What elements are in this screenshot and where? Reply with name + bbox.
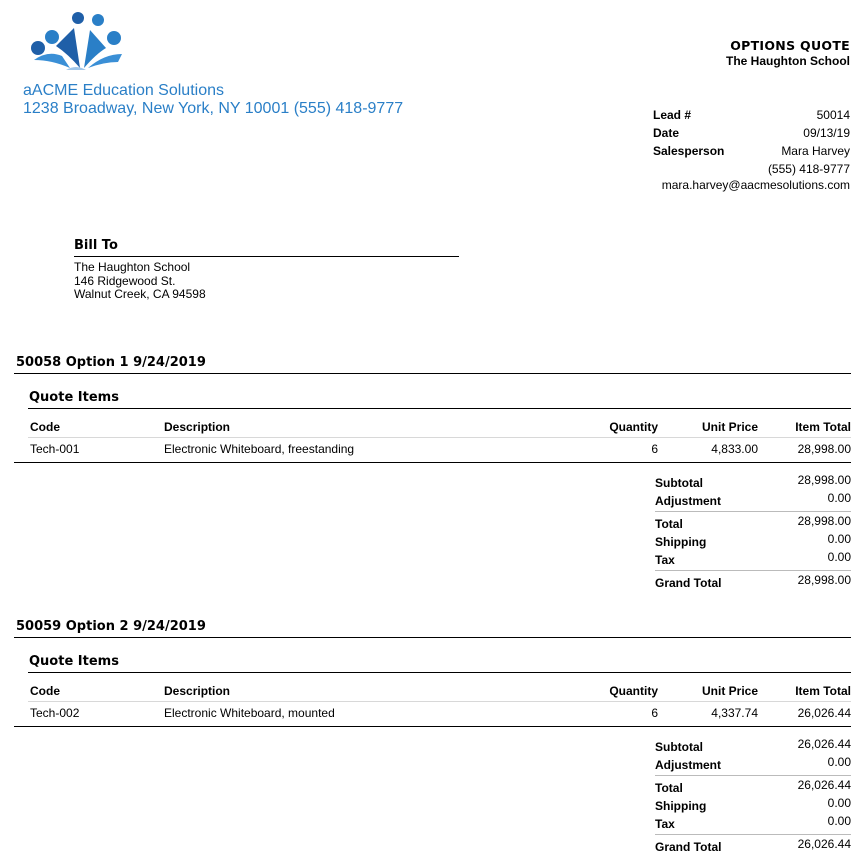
lead-label: Lead # — [653, 108, 692, 122]
shipping-value: 0.00 — [827, 796, 851, 810]
item-description: Electronic Whiteboard, freestanding — [164, 442, 355, 456]
total-value: 28,998.00 — [797, 514, 851, 528]
subtotal-value: 26,026.44 — [797, 737, 851, 751]
table-row — [28, 706, 851, 726]
item-code: Tech-002 — [30, 706, 80, 720]
tax-value: 0.00 — [827, 814, 851, 828]
option-section — [14, 355, 851, 591]
bill-to-line: The Haughton School — [74, 260, 191, 274]
bill-to — [74, 238, 459, 302]
total-row — [655, 511, 851, 532]
col-code: Code — [30, 420, 60, 434]
option-heading: 50058 Option 1 9/24/2019 — [14, 355, 851, 374]
item-quantity: 6 — [651, 706, 658, 720]
tax-row — [655, 814, 851, 832]
total-value: 26,026.44 — [797, 778, 851, 792]
grand-total-value: 26,026.44 — [797, 837, 851, 851]
adjustment-value: 0.00 — [827, 491, 851, 505]
totals-block — [655, 473, 851, 591]
grand-total-label: Grand Total — [655, 840, 722, 854]
company-block — [23, 82, 403, 118]
quote-items-heading: Quote Items — [28, 390, 851, 409]
col-item-total: Item Total — [795, 420, 851, 434]
adjustment-row — [655, 755, 851, 773]
adjustment-label: Adjustment — [655, 758, 721, 772]
company-address: 1238 Broadway, New York, NY 10001 (555) 418-9777 — [23, 100, 404, 117]
salesperson-label: Salesperson — [653, 144, 725, 158]
quote-meta — [653, 108, 850, 194]
grand-total-value: 28,998.00 — [797, 573, 851, 587]
tax-label: Tax — [655, 553, 675, 567]
total-label: Total — [655, 781, 683, 795]
col-quantity: Quantity — [609, 420, 658, 434]
option-section — [14, 619, 851, 855]
table-divider — [14, 726, 851, 727]
shipping-label: Shipping — [655, 799, 707, 813]
grand-total-row — [655, 570, 851, 591]
shipping-row — [655, 796, 851, 814]
quote-items-heading: Quote Items — [28, 654, 851, 673]
table-header — [28, 420, 851, 438]
table-header — [28, 684, 851, 702]
total-label: Total — [655, 517, 683, 531]
tax-label: Tax — [655, 817, 675, 831]
grand-total-label: Grand Total — [655, 576, 722, 590]
date-row — [653, 126, 850, 144]
quote-items-table — [28, 684, 851, 726]
col-description: Description — [164, 420, 231, 434]
totals-block — [655, 737, 851, 855]
tax-row — [655, 550, 851, 568]
subtotal-label: Subtotal — [655, 740, 703, 754]
adjustment-row — [655, 491, 851, 509]
item-total: 26,026.44 — [797, 706, 851, 720]
table-divider — [14, 462, 851, 463]
item-unit-price: 4,833.00 — [711, 442, 758, 456]
bill-to-line: Walnut Creek, CA 94598 — [74, 287, 206, 301]
people-book-logo-icon — [26, 10, 126, 72]
quote-items-table — [28, 420, 851, 462]
total-row — [655, 775, 851, 796]
subtotal-value: 28,998.00 — [797, 473, 851, 487]
item-unit-price: 4,337.74 — [711, 706, 758, 720]
col-code: Code — [30, 684, 60, 698]
item-description: Electronic Whiteboard, mounted — [164, 706, 335, 720]
item-total: 28,998.00 — [797, 442, 851, 456]
col-description: Description — [164, 684, 231, 698]
document-title-block — [726, 38, 850, 68]
salesperson-value: Mara Harvey — [781, 144, 850, 158]
table-row — [28, 442, 851, 462]
col-unit-price: Unit Price — [701, 420, 758, 434]
salesperson-row — [653, 144, 850, 162]
date-value: 09/13/19 — [803, 126, 850, 140]
lead-row — [653, 108, 850, 126]
adjustment-label: Adjustment — [655, 494, 721, 508]
subtotal-row — [655, 473, 851, 491]
grand-total-row — [655, 834, 851, 855]
tax-value: 0.00 — [827, 550, 851, 564]
col-item-total: Item Total — [795, 684, 851, 698]
shipping-row — [655, 532, 851, 550]
adjustment-value: 0.00 — [827, 755, 851, 769]
salesperson-phone: (555) 418-9777 — [767, 162, 850, 176]
item-code: Tech-001 — [30, 442, 80, 456]
salesperson-email: mara.harvey@aacmesolutions.com — [661, 178, 850, 192]
subtotal-row — [655, 737, 851, 755]
col-unit-price: Unit Price — [701, 684, 758, 698]
document-subtitle: The Haughton School — [726, 54, 850, 68]
bill-to-line: 146 Ridgewood St. — [74, 273, 176, 288]
date-label: Date — [653, 126, 680, 140]
company-name: aACME Education Solutions — [23, 82, 224, 99]
subtotal-label: Subtotal — [655, 476, 703, 490]
shipping-label: Shipping — [655, 535, 707, 549]
col-quantity: Quantity — [609, 684, 658, 698]
bill-to-heading: Bill To — [74, 238, 459, 257]
option-heading: 50059 Option 2 9/24/2019 — [14, 619, 851, 638]
document-title: OPTIONS QUOTE — [730, 38, 850, 53]
shipping-value: 0.00 — [827, 532, 851, 546]
lead-value: 50014 — [816, 108, 850, 122]
bill-to-address — [74, 261, 459, 302]
item-quantity: 6 — [651, 442, 658, 456]
